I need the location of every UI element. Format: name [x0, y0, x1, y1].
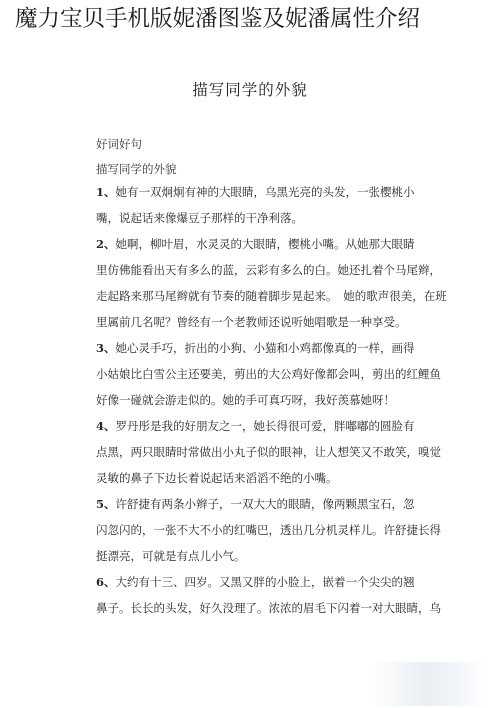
- paragraph-line: 小姑娘比白雪公主还要美，剪出的大公鸡好像都会叫，剪出的红鲤鱼: [96, 367, 441, 381]
- document-page: [0, 38, 500, 708]
- section-heading-appearance: 描写同学的外貌: [96, 162, 177, 176]
- paragraph-2: [96, 231, 447, 335]
- paragraph-line: 4、罗丹彤是我的好朋友之一，她长得很可爱，胖嘟嘟的圆脸有: [96, 419, 415, 433]
- paragraph-line: 走起路来那马尾辫就有节奏的随着脚步晃起来。 她的歌声很美，在班: [96, 289, 447, 303]
- paragraph-line: 1、她有一双炯炯有神的大眼睛，乌黑光亮的头发，一张樱桃小: [96, 185, 415, 199]
- paragraph-line: 6、大约有十三、四岁。又黑又胖的小脸上，嵌着一个尖尖的翘: [96, 575, 415, 589]
- paragraph-1: [96, 179, 416, 231]
- paragraph-number: 1、: [96, 185, 116, 199]
- paragraph-4: [96, 413, 441, 491]
- paragraph-line: 挺漂亮，可就是有点儿小气。: [96, 549, 246, 563]
- paragraph-line: 点黑，两只眼睛时常做出小丸子似的眼神，让人想笑又不敢笑，嗅觉: [96, 445, 441, 459]
- paragraph-line: 里仿佛能看出天有多么的蓝，云彩有多么的白。她还扎着个马尾辫，: [96, 263, 441, 277]
- paragraph-line: 好像一碰就会游走似的。她的手可真巧呀，我好羡慕她呀！: [96, 393, 395, 407]
- paragraph-line: 鼻子。长长的头发，好久没理了。浓浓的眉毛下闪着一对大眼睛，乌: [96, 601, 441, 615]
- paragraph-6: [96, 569, 441, 621]
- paragraph-line: 闪忽闪的，一张不大不小的红嘴巴，透出几分机灵样儿。许舒捷长得: [96, 523, 441, 537]
- paragraph-line: 5、许舒捷有两条小辫子，一双大大的眼睛，像两颗黑宝石，忽: [96, 497, 415, 511]
- paragraph-number: 2、: [96, 237, 116, 251]
- paragraph-number: 6、: [96, 575, 116, 589]
- paragraph-number: 4、: [96, 419, 116, 433]
- paragraph-line: 里属前几名呢？曾经有一个老教师还说听她唱歌是一种享受。: [96, 315, 407, 329]
- paragraph-line: 灵敏的鼻子下边长着说起话来滔滔不绝的小嘴。: [96, 471, 338, 485]
- paragraph-5: [96, 491, 441, 569]
- section-heading-good-words: 好词好句: [96, 137, 142, 151]
- watermark-overlay: [370, 662, 490, 706]
- paragraph-line: 嘴，说起话来像爆豆子那样的干净利落。: [96, 211, 303, 225]
- paragraph-line: 2、她啊，柳叶眉，水灵灵的大眼睛，樱桃小嘴。从她那大眼睛: [96, 237, 415, 251]
- paragraph-line: 3、她心灵手巧，折出的小狗、小猫和小鸡都像真的一样，画得: [96, 341, 415, 355]
- paragraph-number: 3、: [96, 341, 116, 355]
- paragraph-number: 5、: [96, 497, 116, 511]
- paragraph-3: [96, 335, 441, 413]
- page-banner-title: 魔力宝贝手机版妮潘图鉴及妮潘属性介绍: [0, 0, 500, 38]
- document-title: 描写同学的外貌: [192, 81, 308, 99]
